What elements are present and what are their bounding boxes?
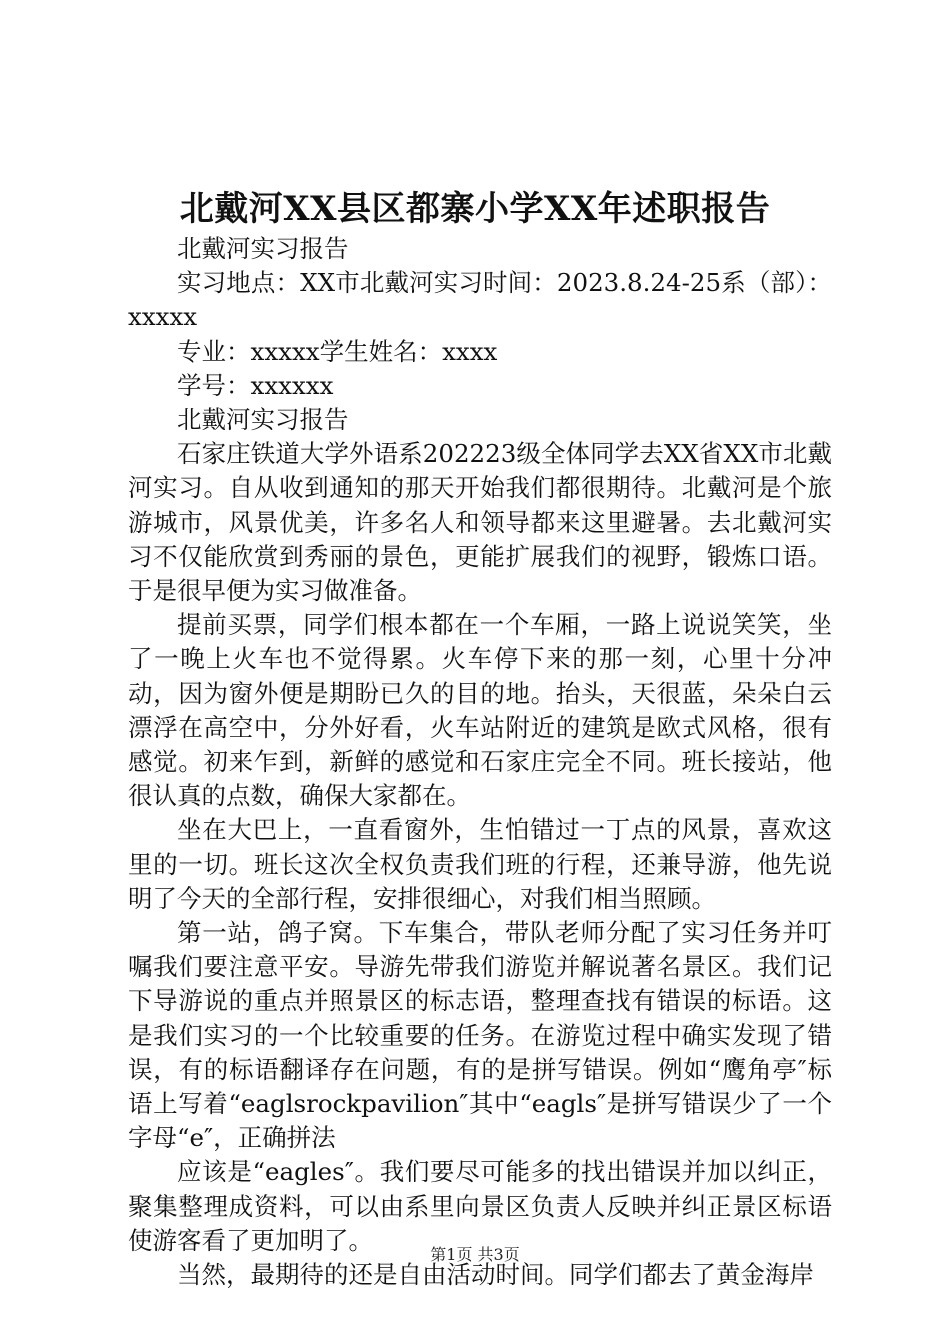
paragraph-free-time: 当然，最期待的还是自由活动时间。同学们都去了黄金海岸: [177, 1260, 814, 1290]
document-title: 北戴河XX县区都寨小学XX年述职报告: [179, 189, 771, 229]
paragraph-bus-ride: 坐在大巴上，一直看窗外，生怕错过一丁点的风景，喜欢这里的一切。班长这次全权负责我们班的行程，还兼导游，他先说明了今天的全部行程，安排很细心，对我们相当照顾。: [128, 815, 832, 913]
document-body: [128, 232, 832, 1292]
paragraph-train-journey: 提前买票，同学们根本都在一个车厢，一路上说说笑笑，坐了一晚上火车也不觉得累。火车停下来的那一刻，心里十分冲动，因为窗外便是期盼已久的目的地。抬头，天很蓝，朵朵白云漂浮在高空中，分外好看，火车站附近的建筑是欧式风格，很有感觉。初来乍到，新鲜的感觉和石家庄完全不同。班长接站，他很认真的点数，确保大家都在。: [128, 610, 832, 811]
paragraph-location-time: 实习地点：XX市北戴河实习时间：2023.8.24-25系（部）：xxxxx: [128, 268, 832, 332]
paragraph-major-name: 专业：xxxxx学生姓名：xxxx: [177, 336, 498, 366]
paragraph-intro: 石家庄铁道大学外语系202223级全体同学去XX省XX市北戴河实习。自从收到通知的那天开始我们都很期待。北戴河是个旅游城市，风景优美，许多名人和领导都来这里避暑。去北戴河实习不仅能欣赏到秀丽的景色，更能扩展我们的视野，锻炼口语。于是很早便为实习做准备。: [128, 439, 832, 606]
paragraph-first-stop: 第一站，鸽子窝。下车集合，带队老师分配了实习任务并叮嘱我们要注意平安。导游先带我们游览并解说著名景区。我们记下导游说的重点并照景区的标志语，整理查找有错误的标语。这是我们实习的一个比较重要的任务。在游览过程中确实发现了错误，有的标语翻译存在问题，有的是拼写错误。例如“鹰角亭″标语上写着“eaglsrockpavilion″其中“eagls″是拼写错误少了一个字母“e″，正确拼法: [128, 918, 832, 1153]
paragraph-correction: 应该是“eagles″。我们要尽可能多的找出错误并加以纠正，聚集整理成资料，可以由系里向景区负责人反映并纠正景区标语使游客看了更加明了。: [128, 1157, 832, 1255]
paragraph-report-heading-repeat: 北戴河实习报告: [177, 405, 349, 435]
paragraph-student-id: 学号：xxxxxx: [177, 370, 334, 400]
paragraph-report-heading: 北戴河实习报告: [177, 234, 349, 263]
page-number-footer: 第1页 共3页: [430, 1245, 520, 1264]
